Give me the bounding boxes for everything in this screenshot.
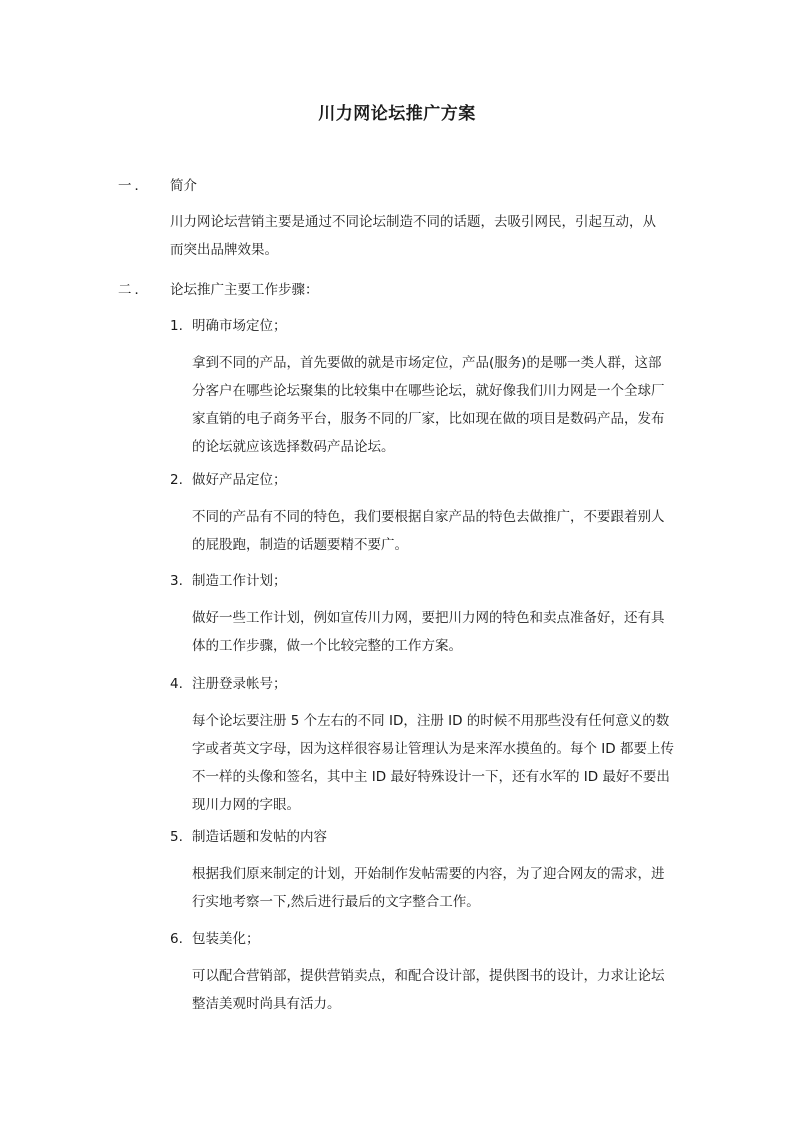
step-number: 5. (170, 829, 183, 845)
step-heading: 做好产品定位； (192, 472, 287, 488)
step-number: 2. (170, 472, 183, 488)
section-heading: 简介 (170, 178, 197, 194)
step-heading: 制造话题和发帖的内容 (192, 829, 327, 845)
step-paragraph: 不同的产品有不同的特色，我们要根据自家产品的特色去做推广，不要跟着别人的屁股跑，制造的话题要精不要广。 (192, 509, 665, 553)
step-paragraph: 拿到不同的产品，首先要做的就是市场定位，产品(服务)的是哪一类人群，这部分客户在哪些论坛聚集的比较集中在哪些论坛，就好像我们川力网是一个全球厂家直销的电子商务平台，服务不同的厂家，比如现在做的项目是数码产品，发布的论坛就应该选择数码产品论坛。 (192, 355, 665, 455)
step-paragraph: 可以配合营销部，提供营销卖点，和配合设计部，提供图书的设计，力求让论坛整洁美观时尚具有活力。 (192, 968, 665, 1012)
step-heading: 注册登录帐号； (192, 676, 287, 692)
step-paragraph: 每个论坛要注册 5 个左右的不同 ID，注册 ID 的时候不用那些没有任何意义的数字或者英文字母，因为这样很容易让管理认为是来浑水摸鱼的。每个 ID 都要上传不一样的头像和签名，其中主 ID 最好特殊设计一下，还有水军的 ID 最好不要出现川力网的字眼。 (192, 713, 674, 813)
step-number: 6. (170, 931, 183, 947)
step-paragraph: 做好一些工作计划，例如宣传川力网，要把川力网的特色和卖点准备好，还有具体的工作步骤，做一个比较完整的工作方案。 (192, 610, 665, 654)
step-number: 3. (170, 573, 183, 589)
step-number: 4. (170, 676, 183, 692)
step-number: 1. (170, 318, 183, 334)
step-heading: 包装美化； (192, 931, 260, 947)
document-title: 川力网论坛推广方案 (318, 104, 476, 124)
section-number: 一． (118, 178, 151, 194)
section-paragraph: 川力网论坛营销主要是通过不同论坛制造不同的话题，去吸引网民，引起互动，从而突出品牌效果。 (170, 214, 656, 258)
step-heading: 制造工作计划； (192, 573, 287, 589)
step-paragraph: 根据我们原来制定的计划，开始制作发帖需要的内容，为了迎合网友的需求，进行实地考察一下,然后进行最后的文字整合工作。 (192, 866, 665, 910)
section-number: 二． (118, 282, 151, 298)
section-heading: 论坛推广主要工作步骤： (170, 282, 319, 298)
step-heading: 明确市场定位； (192, 318, 287, 334)
